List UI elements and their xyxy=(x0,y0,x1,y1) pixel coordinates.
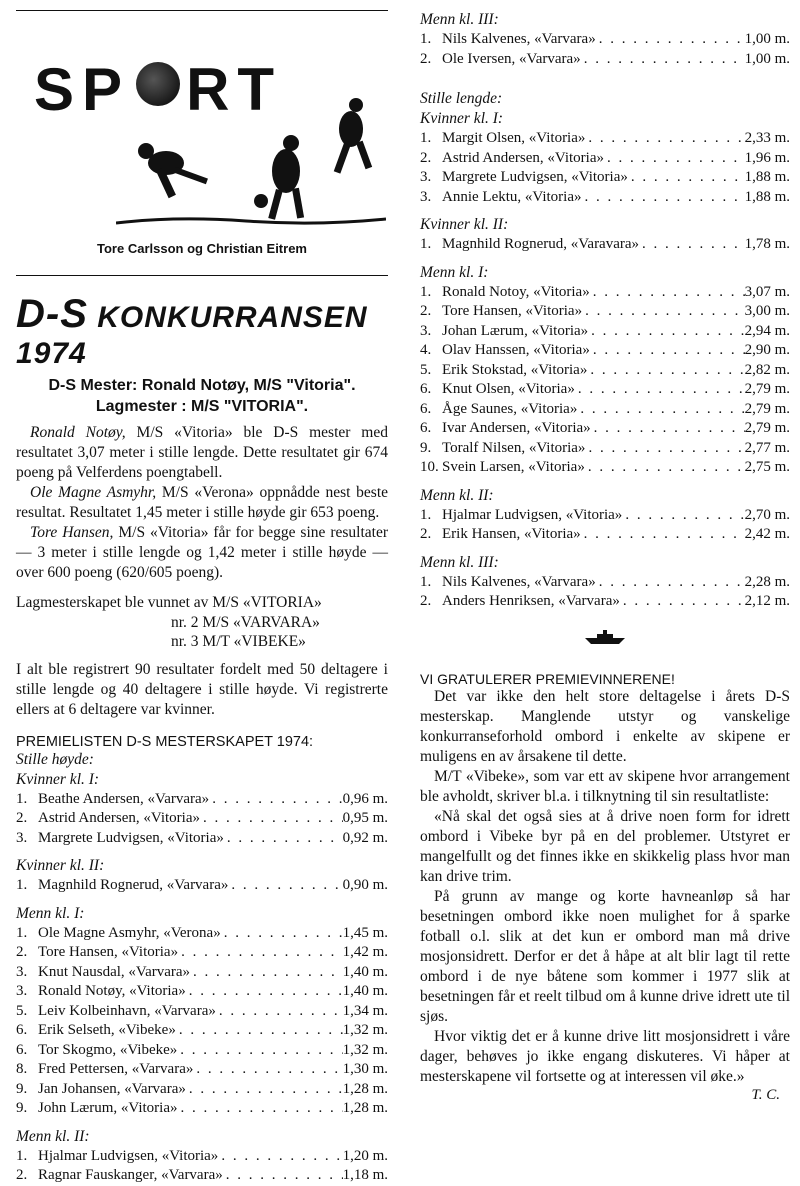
category-label: Menn kl. III: xyxy=(420,11,499,28)
result-rank: 9. xyxy=(16,1080,28,1097)
leader-dots xyxy=(585,439,744,459)
leader-dots xyxy=(588,322,744,342)
result-value: 2,12 m. xyxy=(744,593,790,609)
result-name: Margit Olsen, «Vitoria» xyxy=(442,130,586,146)
leader-dots xyxy=(200,809,343,829)
result-value: 2,28 m. xyxy=(744,573,790,590)
result-value: 1,96 m. xyxy=(744,149,790,166)
result-value: 1,00 m. xyxy=(744,50,790,67)
leader-dots xyxy=(582,302,744,322)
result-rank: 3. xyxy=(16,829,28,846)
result-rank: 3. xyxy=(420,322,432,339)
result-name: Erik Stokstad, «Vitoria» xyxy=(442,361,588,378)
result-rank: 2. xyxy=(420,50,432,67)
result-row xyxy=(16,829,388,849)
result-value: 1,88 m. xyxy=(744,169,790,185)
result-row xyxy=(16,943,388,963)
result-row xyxy=(16,1080,388,1100)
result-rank: 1. xyxy=(420,573,432,590)
result-name: Magnhild Rognerud, «Varvara» xyxy=(38,877,229,893)
result-name: Ronald Notoy, «Vitoria» xyxy=(442,283,590,300)
result-name: Astrid Andersen, «Vitoria» xyxy=(38,810,200,826)
result-rank: 6. xyxy=(420,420,432,436)
result-rank: 2. xyxy=(16,810,28,826)
result-value: 1,78 m. xyxy=(744,236,790,252)
result-name: Tore Hansen, «Vitoria» xyxy=(38,944,179,960)
result-value: 2,79 m. xyxy=(744,420,790,436)
result-name: Toralf Nilsen, «Vitoria» xyxy=(442,439,586,456)
leader-dots xyxy=(604,149,745,169)
result-value: 2,75 m. xyxy=(744,459,790,475)
result-name: Erik Hansen, «Vitoria» xyxy=(442,526,581,542)
leader-dots xyxy=(585,129,744,149)
gratulerer-paragraph-1: Det var ikke den helt store deltagelse i årets D-S mesterskap. Manglende utstyr og vanskelige konkurranseforhold ombord i enkelte av skipene er muligens en av årsakene til dette. xyxy=(420,687,790,765)
leader-dots xyxy=(620,592,745,612)
result-row xyxy=(420,283,790,303)
result-row xyxy=(420,361,790,381)
article-title: D-S KONKURRANSEN 1974 xyxy=(16,292,368,370)
category-label: Menn kl. III: xyxy=(420,553,499,571)
category-label: Menn kl. I: xyxy=(420,263,489,281)
leader-dots xyxy=(575,380,745,400)
result-row xyxy=(420,168,790,188)
result-row xyxy=(420,129,790,149)
result-value: 2,94 m. xyxy=(744,322,790,339)
result-row xyxy=(420,149,790,169)
result-list xyxy=(16,924,388,1119)
result-row xyxy=(420,235,790,255)
result-name: Ronald Notøy, «Vitoria» xyxy=(38,983,186,999)
result-rank: 1. xyxy=(16,1147,28,1164)
result-row xyxy=(16,1002,388,1022)
result-name: Astrid Andersen, «Vitoria» xyxy=(442,149,604,166)
result-value: 2,79 m. xyxy=(744,400,790,417)
result-row xyxy=(420,30,790,50)
leader-dots xyxy=(216,1002,343,1022)
result-name: Fred Pettersen, «Varvara» xyxy=(38,1061,194,1077)
result-value: 1,40 m. xyxy=(342,983,388,999)
sport-logo: SP RT xyxy=(34,56,283,123)
leader-dots xyxy=(228,876,342,896)
leader-dots xyxy=(224,829,343,849)
right-column xyxy=(420,10,790,1104)
category-label: Kvinner kl. II: xyxy=(16,857,105,874)
leader-dots xyxy=(223,1166,343,1186)
result-name: John Lærum, «Vitoria» xyxy=(38,1100,178,1116)
result-rank: 6. xyxy=(420,400,432,417)
result-row xyxy=(16,963,388,983)
result-value: 1,40 m. xyxy=(342,963,388,980)
paragraph-1: Ronald Notøy, M/S «Vitoria» ble D-S mester med resultatet 3,07 meter i stille lengde. Dette resultatet gir 674 poeng på Velferdens poengtabell. xyxy=(16,424,388,481)
section-label: Stille høyde: xyxy=(16,750,94,768)
leader-dots xyxy=(176,1021,343,1041)
result-name: Annie Lektu, «Vitoria» xyxy=(442,188,582,205)
result-row xyxy=(420,419,790,439)
result-rank: 5. xyxy=(16,1002,28,1019)
result-value: 2,90 m. xyxy=(744,342,790,358)
result-row xyxy=(420,380,790,400)
result-name: Tor Skogmo, «Vibeke» xyxy=(38,1041,178,1058)
result-rank: 1. xyxy=(16,790,28,807)
result-value: 1,20 m. xyxy=(342,1147,388,1164)
result-value: 2,82 m. xyxy=(744,361,790,378)
result-name: Ole Iversen, «Varvara» xyxy=(442,50,581,67)
left-column xyxy=(16,0,388,1186)
category-label: Kvinner kl. I: xyxy=(420,110,504,127)
paragraph-2: Ole Magne Asmyhr, M/S «Verona» oppnådde nest beste resultat. Resultatet 1,45 meter i stille høyde gir 653 poeng. xyxy=(16,484,389,521)
result-row xyxy=(420,400,790,420)
result-value: 0,96 m. xyxy=(342,790,388,807)
gratulerer-heading: VI GRATULERER PREMIEVINNERENE! xyxy=(420,670,675,687)
signature: T. C. xyxy=(751,1086,780,1103)
gratulerer-paragraph-4: På grunn av mange og korte havneanløp så har besetningen ombord ikke noen mulighet for å sparke fotball o.l. slik at det kun er ombord man må drive mosjonsidrett. Derfor er det å håpe at alt blir lagt til rette ombord i de nye båtene som kommer i 1977 slik at besetningen får et reelt tilbud om å kunne drive idrett ute til sjøs. xyxy=(420,887,790,1025)
result-row xyxy=(420,322,790,342)
leader-dots xyxy=(178,943,342,963)
leader-dots xyxy=(577,400,744,420)
section-label: Stille lengde: xyxy=(420,90,503,107)
leader-dots xyxy=(596,573,745,593)
result-value: 2,42 m. xyxy=(744,526,790,542)
result-rank: 1. xyxy=(16,877,28,893)
result-value: 1,18 m. xyxy=(342,1167,388,1183)
football-players-illustration xyxy=(116,91,386,231)
result-list xyxy=(420,506,790,545)
result-value: 3,00 m. xyxy=(744,303,790,319)
result-rank: 6. xyxy=(420,381,432,397)
result-rank: 2. xyxy=(420,303,432,319)
result-row xyxy=(16,982,388,1002)
result-list xyxy=(420,573,790,612)
paragraph-3: Tore Hansen, M/S «Vitoria» får for begge sine resultater — 3 meter i stille lengde og 1,42 meter i stille høyde — over 600 poeng (620/605 poeng). xyxy=(16,524,388,581)
leader-dots xyxy=(590,341,745,361)
result-name: Hjalmar Ludvigsen, «Vitoria» xyxy=(442,506,623,523)
premieliste-heading: PREMIELISTEN D-S MESTERSKAPET 1974: xyxy=(16,733,314,750)
result-name: Tore Hansen, «Vitoria» xyxy=(442,303,583,319)
result-value: 0,95 m. xyxy=(342,810,388,826)
result-value: 1,32 m. xyxy=(342,1022,388,1038)
result-rank: 3. xyxy=(420,169,432,185)
leader-dots xyxy=(628,168,745,188)
result-rank: 4. xyxy=(420,342,432,358)
result-row xyxy=(420,439,790,459)
result-value: 1,45 m. xyxy=(342,924,388,941)
header-rule xyxy=(16,275,388,276)
result-rank: 2. xyxy=(16,944,28,960)
result-value: 1,28 m. xyxy=(342,1080,388,1097)
result-name: Ole Magne Asmyhr, «Verona» xyxy=(38,924,221,941)
result-rank: 9. xyxy=(16,1100,28,1116)
result-name: Olav Hanssen, «Vitoria» xyxy=(442,342,590,358)
result-row xyxy=(420,458,790,478)
result-value: 0,92 m. xyxy=(342,829,388,846)
result-row xyxy=(420,188,790,208)
result-row xyxy=(16,1060,388,1080)
result-name: Anders Henriksen, «Varvara» xyxy=(442,593,620,609)
result-value: 1,00 m. xyxy=(744,31,790,47)
result-value: 2,77 m. xyxy=(744,439,790,456)
sport-header xyxy=(16,11,388,271)
result-list xyxy=(16,1147,388,1186)
result-value: 1,34 m. xyxy=(342,1002,388,1019)
result-rank: 9. xyxy=(420,439,432,456)
result-row xyxy=(16,1041,388,1061)
result-row xyxy=(16,1099,388,1119)
result-name: Johan Lærum, «Vitoria» xyxy=(442,322,589,339)
result-row xyxy=(16,1166,388,1186)
result-name: Erik Selseth, «Vibeke» xyxy=(38,1022,176,1038)
leader-dots xyxy=(177,1041,342,1061)
result-value: 2,79 m. xyxy=(744,381,790,397)
result-rank: 1. xyxy=(420,236,432,252)
leader-dots xyxy=(193,1060,342,1080)
paragraph-4: I alt ble registrert 90 resultater fordelt med 50 deltagere i stille lengde og 40 deltagere i stille høyde. Vi registrerte ellers at 6 deltagere var kvinner. xyxy=(16,660,388,718)
category-label: Menn kl. II: xyxy=(420,486,494,504)
result-row xyxy=(16,876,388,896)
result-name: Margrete Ludvigsen, «Vitoria» xyxy=(38,829,224,846)
lagmesterskap: Lagmesterskapet ble vunnet av M/S «VITORIA» nr. 2 M/S «VARVARA» nr. 3 M/T «VIBEKE» xyxy=(16,594,322,650)
result-rank: 2. xyxy=(420,593,432,609)
result-rank: 1. xyxy=(420,31,432,47)
result-rank: 3. xyxy=(420,188,432,205)
result-row xyxy=(420,592,790,612)
leader-dots xyxy=(209,790,342,810)
result-name: Ivar Andersen, «Vitoria» xyxy=(442,420,591,436)
result-name: Margrete Ludvigsen, «Vitoria» xyxy=(442,169,628,185)
result-rank: 6. xyxy=(16,1041,28,1058)
result-name: Nils Kalvenes, «Varvara» xyxy=(442,31,596,47)
result-name: Knut Olsen, «Vitoria» xyxy=(442,381,575,397)
leader-dots xyxy=(639,235,745,255)
result-rank: 3. xyxy=(16,983,28,999)
category-label: Menn kl. II: xyxy=(16,1127,90,1145)
result-name: Leiv Kolbeinhavn, «Varvara» xyxy=(38,1002,216,1019)
result-value: 2,33 m. xyxy=(744,130,790,146)
byline: Tore Carlsson og Christian Eitrem xyxy=(97,241,307,256)
result-value: 0,90 m. xyxy=(342,877,388,893)
result-row xyxy=(420,525,790,545)
result-rank: 1. xyxy=(420,130,432,146)
result-row xyxy=(420,50,790,70)
leader-dots xyxy=(221,924,343,944)
leader-dots xyxy=(596,30,745,50)
leader-dots xyxy=(178,1099,343,1119)
leader-dots xyxy=(581,188,744,208)
result-rank: 1. xyxy=(420,283,432,300)
result-rank: 2. xyxy=(16,1167,28,1183)
result-rank: 2. xyxy=(420,149,432,166)
result-row xyxy=(16,1021,388,1041)
category-label: Kvinner kl. II: xyxy=(420,216,509,233)
result-name: Knut Nausdal, «Varvara» xyxy=(38,963,191,980)
result-rank: 10. xyxy=(420,459,439,475)
result-value: 1,28 m. xyxy=(342,1100,388,1116)
gratulerer-paragraph-3: «Nå skal det også sies at å drive noen form for idrett ombord i Vibeke byr på en del problemer. Utstyret er mangelfullt og det finnes ikke en skikkelig plass hvor man kan drive trim. xyxy=(420,807,790,885)
gratulerer-paragraph-5: Hvor viktig det er å kunne drive litt mosjonsidrett i våre dager, behøves jo ikke engang diskuteres. Vi håper at mesterskapene vil fortsette og at interessen vil øke.» xyxy=(420,1027,790,1085)
result-rank: 8. xyxy=(16,1061,28,1077)
result-rank: 5. xyxy=(420,361,432,378)
leader-dots xyxy=(581,50,745,70)
result-list xyxy=(420,129,790,207)
result-rank: 6. xyxy=(16,1022,28,1038)
result-name: Magnhild Rognerud, «Varavara» xyxy=(442,236,640,252)
result-name: Nils Kalvenes, «Varvara» xyxy=(442,573,596,590)
leader-dots xyxy=(218,1147,342,1167)
leader-dots xyxy=(186,1080,343,1100)
leader-dots xyxy=(591,419,745,439)
category-label: Kvinner kl. I: xyxy=(16,770,100,788)
category-label: Menn kl. I: xyxy=(16,904,85,922)
result-row xyxy=(16,1147,388,1167)
result-list xyxy=(16,790,388,849)
result-list xyxy=(420,30,790,69)
result-name: Ragnar Fauskanger, «Varvara» xyxy=(38,1167,223,1183)
result-value: 3,07 m. xyxy=(744,283,790,300)
leader-dots xyxy=(581,525,745,545)
result-name: Jan Johansen, «Varvara» xyxy=(38,1080,186,1097)
result-row xyxy=(420,506,790,526)
result-name: Beathe Andersen, «Varvara» xyxy=(38,790,210,807)
leader-dots xyxy=(585,458,745,478)
result-rank: 1. xyxy=(420,506,432,523)
result-list xyxy=(420,235,790,255)
result-value: 1,30 m. xyxy=(342,1061,388,1077)
leader-dots xyxy=(622,506,744,526)
result-list xyxy=(16,876,388,896)
mester-summary: D-S Mester: Ronald Notøy, M/S "Vitoria". Lagmester : M/S "VITORIA". xyxy=(48,377,356,415)
ship-icon xyxy=(420,628,790,651)
gratulerer-paragraph-2: M/T «Vibeke», som var ett av skipene hvor arrangement ble avholdt, skriver bl.a. i tilknytning til sin resultatliste: xyxy=(420,767,790,805)
result-row xyxy=(16,924,388,944)
result-row xyxy=(420,302,790,322)
result-row xyxy=(16,809,388,829)
result-list xyxy=(420,283,790,478)
result-row xyxy=(420,573,790,593)
result-value: 2,70 m. xyxy=(744,506,790,523)
result-value: 1,88 m. xyxy=(744,188,790,205)
leader-dots xyxy=(186,982,343,1002)
leader-dots xyxy=(587,361,744,381)
result-value: 1,32 m. xyxy=(342,1041,388,1058)
result-row xyxy=(420,341,790,361)
result-name: Åge Saunes, «Vitoria» xyxy=(442,400,578,417)
result-rank: 3. xyxy=(16,963,28,980)
result-name: Hjalmar Ludvigsen, «Vitoria» xyxy=(38,1147,219,1164)
result-name: Svein Larsen, «Vitoria» xyxy=(442,459,585,475)
result-row xyxy=(16,790,388,810)
leader-dots xyxy=(190,963,343,983)
result-rank: 2. xyxy=(420,526,432,542)
result-value: 1,42 m. xyxy=(342,944,388,960)
leader-dots xyxy=(590,283,745,303)
result-rank: 1. xyxy=(16,924,28,941)
